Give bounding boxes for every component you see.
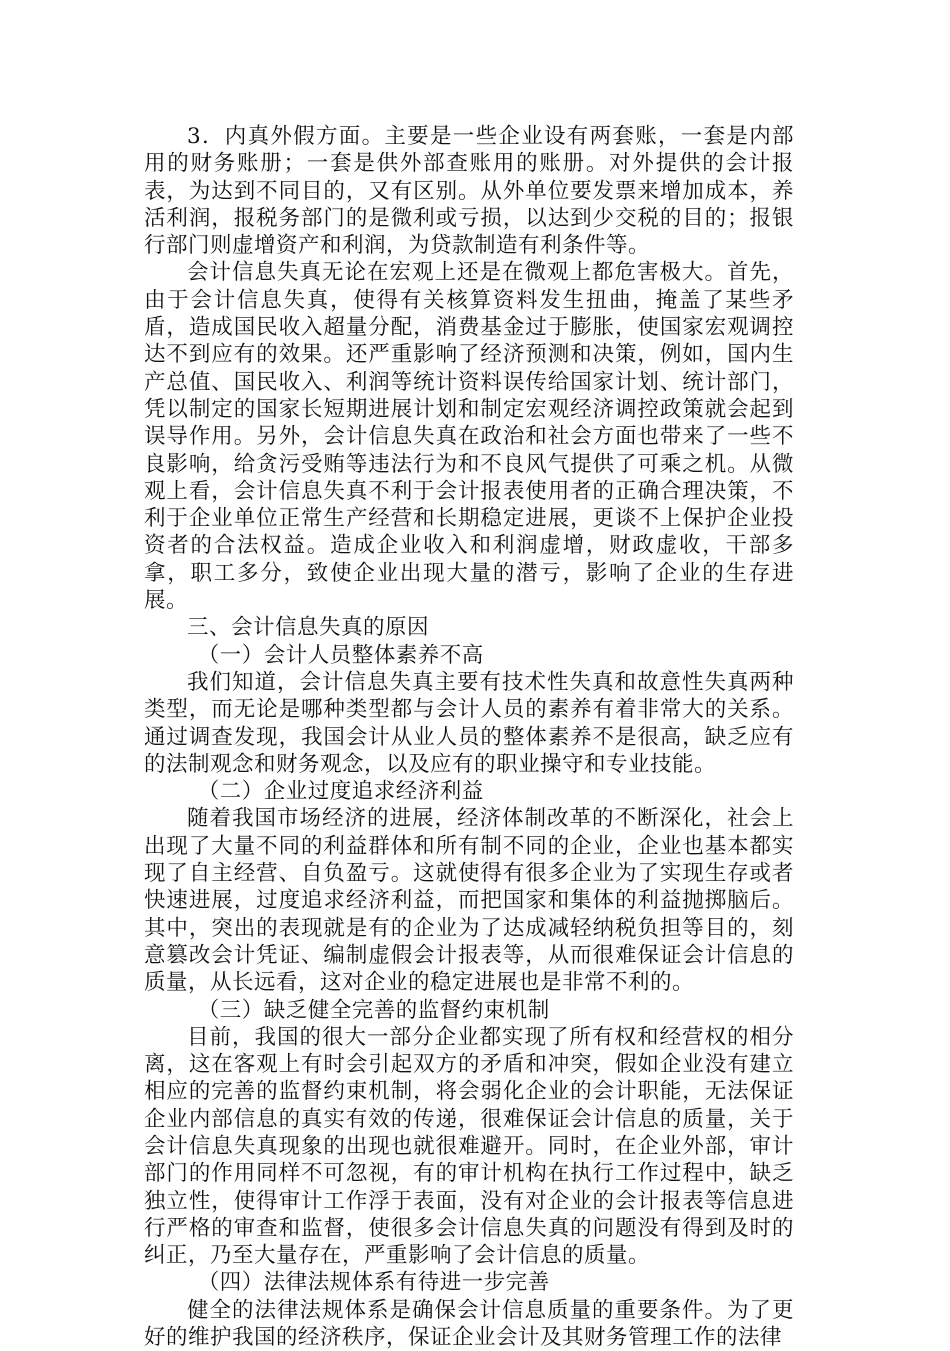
paragraph-lack-of-supervision: 目前，我国的很大一部分企业都实现了所有权和经营权的相分离，这在客观上有时会引起双方的矛盾和冲突，假如企业没有建立相应的完善的监督约束机制，将会弱化企业的会计职能，无法保证企业内部信息的真实有效的传递，很难保证会计信息的质量，关于会计信息失真现象的出现也就很难避开。同时，在企业外部，审计部门的作用同样不可忽视，有的审计机构在执行工作过程中，缺乏独立性，使得审计工作浮于表面，没有对企业的会计报表等信息进行严格的审查和监督，使很多会计信息失真的问题没有得到及时的纠正，乃至大量存在，严重影响了会计信息的质量。 xyxy=(144,1024,794,1269)
paragraph-inside-outside-false-books: 3．内真外假方面。主要是一些企业设有两套账，一套是内部用的财务账册；一套是供外部查账用的账册。对外提供的会计报表，为达到不同目的，又有区别。从外单位要发票来增加成本，养活利润，报税务部门的是微利或亏损，以达到少交税的目的；报银行部门则虚增资产和利润，为贷款制造有利条件等。 xyxy=(144,124,794,259)
document-body xyxy=(144,123,794,1351)
paragraph-staff-quality: 我们知道，会计信息失真主要有技术性失真和故意性失真两种类型，而无论是哪种类型都与会计人员的素养有着非常大的关系。通过调查发现，我国会计从业人员的整体素养不是很高，缺乏应有的法制观念和财务观念，以及应有的职业操守和专业技能。 xyxy=(144,669,794,777)
section-heading-causes: 三、会计信息失真的原因 xyxy=(187,615,430,641)
subheading-lack-of-supervision: （三）缺乏健全完善的监督约束机制 xyxy=(197,997,550,1023)
paragraph-harm-of-false-accounting-info: 会计信息失真无论在宏观上还是在微观上都危害极大。首先，由于会计信息失真，使得有关核算资料发生扭曲，掩盖了某些矛盾，造成国民收入超量分配，消费基金过于膨胀，使国家宏观调控达不到应有的效果。还严重影响了经济预测和决策，例如，国内生产总值、国民收入、利润等统计资料误传给国家计划、统计部门，凭以制定的国家长短期进展计划和制定宏观经济调控政策就会起到误导作用。另外，会计信息失真在政治和社会方面也带来了一些不良影响，给贪污受贿等违法行为和不良风气提供了可乘之机。从微观上看，会计信息失真不利于会计报表使用者的正确合理决策，不利于企业单位正常生产经营和长期稳定进展，更谈不上保护企业投资者的合法权益。造成企业收入和利润虚增，财政虚收，干部多拿，职工多分，致使企业出现大量的潜亏，影响了企业的生存进展。 xyxy=(144,260,794,614)
subheading-legal-system: （四）法律法规体系有待进一步完善 xyxy=(197,1270,550,1296)
subheading-staff-quality: （一）会计人员整体素养不高 xyxy=(197,642,484,668)
paragraph-excessive-profit-pursuit: 随着我国市场经济的进展，经济体制改革的不断深化，社会上出现了大量不同的利益群体和所有制不同的企业，企业也基本都实现了自主经营、自负盈亏。这就使得有很多企业为了实现生存或者快速进展，过度追求经济利益，而把国家和集体的利益抛掷脑后。其中，突出的表现就是有的企业为了达成减轻纳税负担等目的，刻意篡改会计凭证、编制虚假会计报表等，从而很难保证会计信息的质量，从长远看，这对企业的稳定进展也是非常不利的。 xyxy=(144,806,794,996)
subheading-excessive-profit-pursuit: （二）企业过度追求经济利益 xyxy=(197,779,484,805)
paragraph-legal-system: 健全的法律法规体系是确保会计信息质量的重要条件。为了更好的维护我国的经济秩序，保证企业会计及其财务管理工作的法律 xyxy=(144,1297,794,1351)
